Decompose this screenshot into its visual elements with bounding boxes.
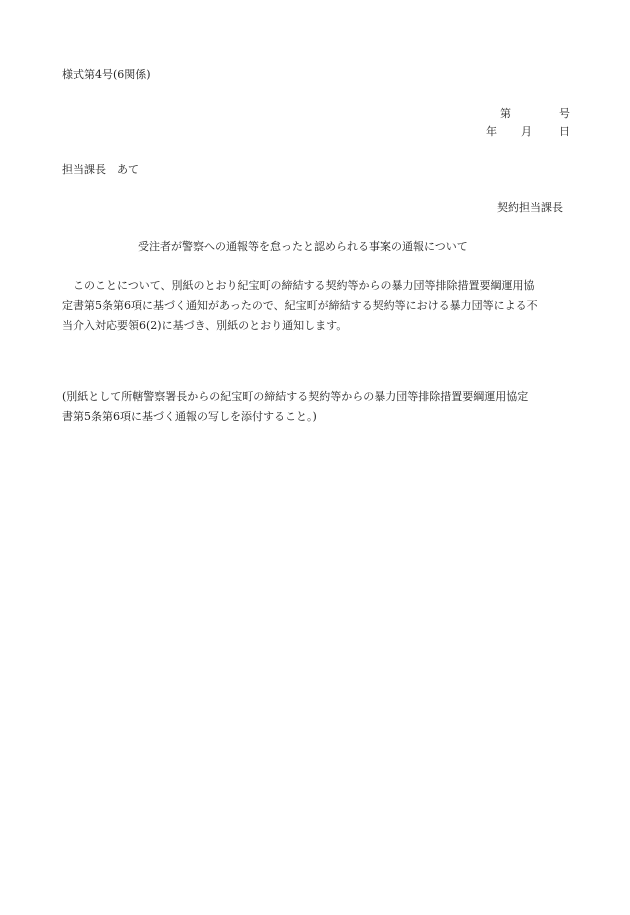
note-line: (別紙として所轄警察署長からの紀宝町の締結する契約等からの暴力団等排除措置要綱運用協定 [62,390,529,403]
body-paragraph [62,276,572,336]
document-subject: 受注者が警察への通報等を怠ったと認められる事案の通報について [138,240,468,253]
document-number-go: 号 [559,107,570,120]
document-number-dai: 第 [500,107,511,120]
sender: 契約担当課長 [497,201,563,214]
date-year-label: 年 [486,125,497,138]
date-day-label: 日 [559,125,570,138]
date-month-label: 月 [521,125,532,138]
recipient: 担当課長 あて [62,163,139,176]
body-line: 当介入対応要領6(2)に基づき、別紙のとおり通知します。 [62,319,348,332]
form-number: 様式第4号(6関係) [62,68,151,81]
note-line: 書第5条第6項に基づく通報の写しを添付すること。) [62,410,317,423]
body-line: このことについて、別紙のとおり紀宝町の締結する契約等からの暴力団等排除措置要綱運用協 [62,279,535,292]
attachment-note [62,387,572,427]
body-line: 定書第5条第6項に基づく通知があったので、紀宝町が締結する契約等における暴力団等による不 [62,299,538,312]
